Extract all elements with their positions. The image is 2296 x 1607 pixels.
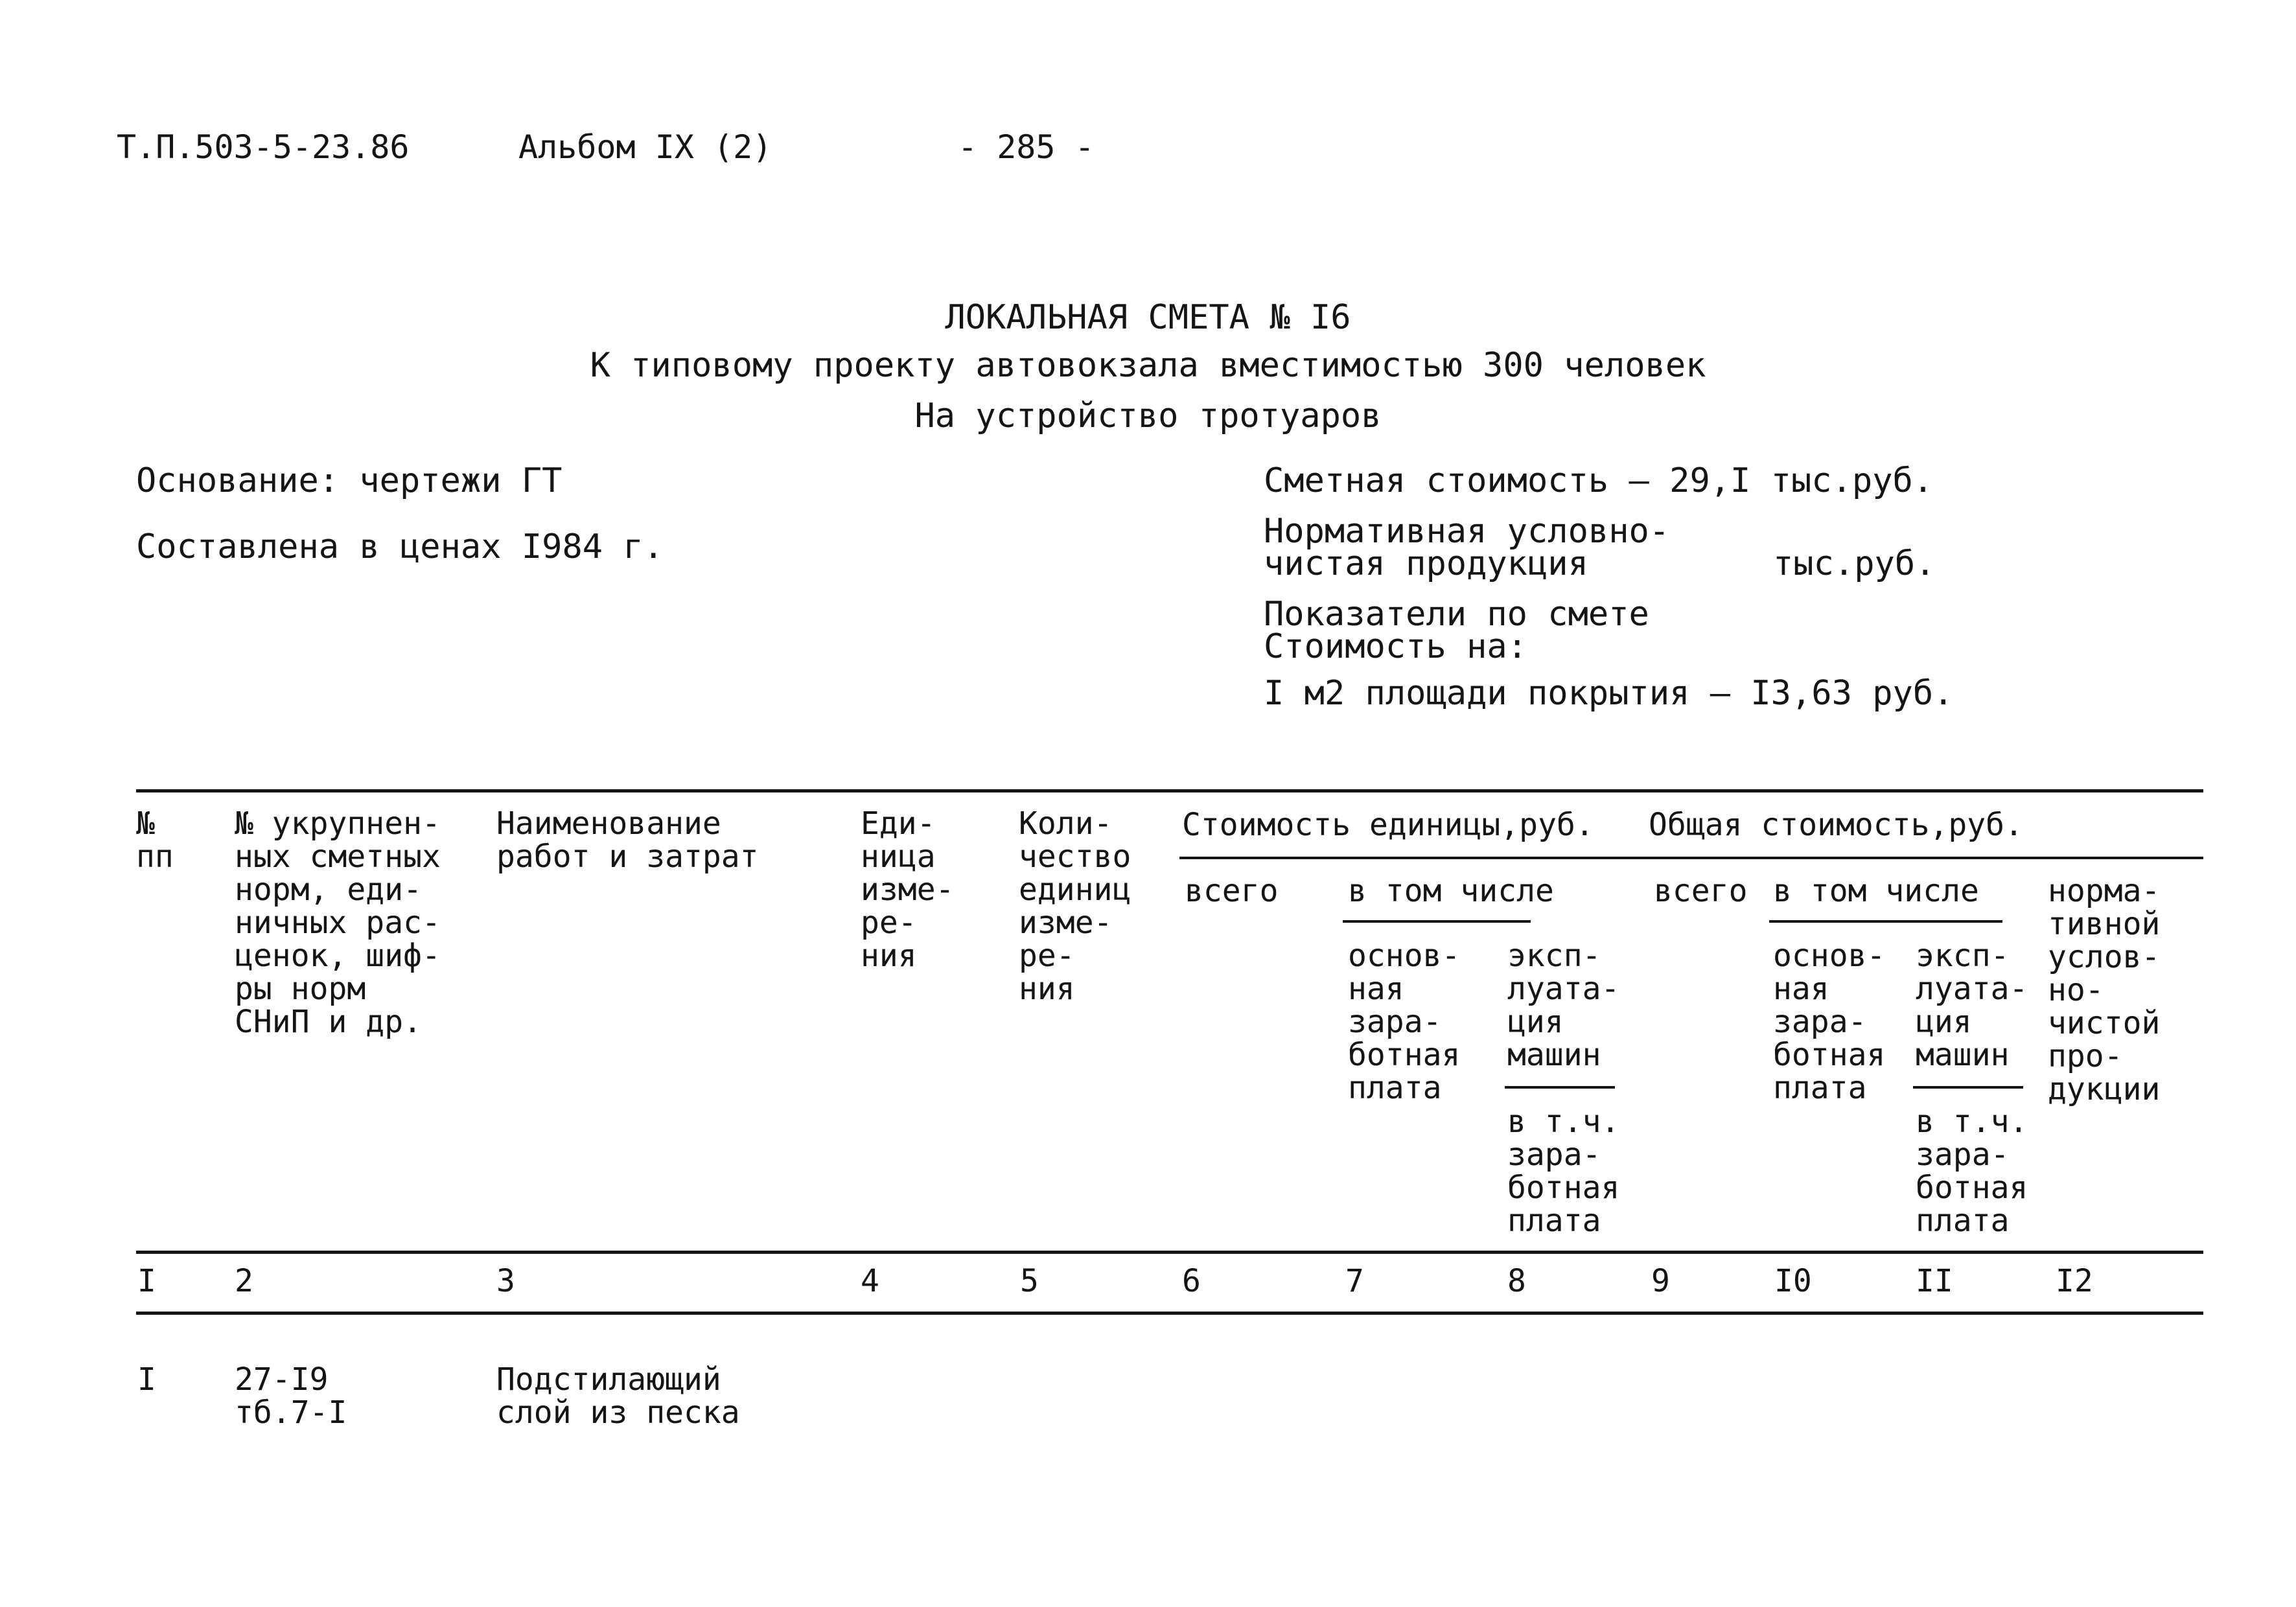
column-number: 9	[1651, 1263, 1670, 1299]
column-number: 6	[1182, 1263, 1201, 1299]
document-purpose: На устройство тротуаров	[914, 397, 1382, 435]
unit-total-header: всего	[1185, 873, 1279, 909]
total-machine-rule	[1913, 1086, 2023, 1089]
page-number: - 285 -	[958, 128, 1095, 166]
column-number: 2	[235, 1263, 253, 1299]
col-header-number: № пп	[136, 805, 174, 875]
unit-subgroup-rule	[1343, 920, 1531, 923]
total-including-header: в том числе	[1773, 873, 1979, 909]
unit-machine-salary-header: в т.ч. зара- ботная плата	[1507, 1104, 1620, 1239]
column-number: I0	[1774, 1263, 1812, 1299]
numbers-bottom-rule	[136, 1312, 2203, 1315]
column-number: 3	[496, 1263, 515, 1299]
normative-line1: Нормативная условно-	[1264, 512, 1670, 551]
indicators-line1: Показатели по смете	[1264, 595, 1649, 634]
total-machine-salary-header: в т.ч. зара- ботная плата	[1916, 1104, 2028, 1239]
col-header-total-cost: Общая стоимость,руб.	[1649, 807, 2023, 843]
col-header-norm-code: № укрупнен- ных сметных норм, еди- ничных рас- ценок, шиф- ры норм СНиП и др.	[235, 805, 441, 1040]
total-subgroup-rule	[1769, 920, 2002, 923]
col-header-work-name: Наименование работ и затрат	[496, 805, 759, 875]
column-number: I	[137, 1263, 156, 1299]
album-label: Альбом IX (2)	[518, 128, 772, 166]
col-header-unit-cost: Стоимость единицы,руб.	[1182, 807, 1594, 843]
normative-line2: чистая продукция	[1264, 544, 1588, 583]
document-subtitle: К типовому проекту автовокзала вместимостью 300 человек	[590, 346, 1706, 385]
column-number: 5	[1020, 1263, 1039, 1299]
prices-text: Составлена в ценах I984 г.	[136, 527, 664, 566]
total-base-salary-header: основ- ная зара- ботная плата	[1773, 938, 1886, 1106]
col-header-quantity: Коли- чество единиц изме- ре- ния	[1019, 805, 1131, 1007]
column-number: 4	[861, 1263, 879, 1299]
header-bottom-rule	[136, 1251, 2203, 1254]
cost-group-rule	[1179, 857, 2203, 859]
project-code: Т.П.503-5-23.86	[117, 128, 410, 166]
normative-unit: тыс.руб.	[1773, 544, 1936, 583]
table-top-rule	[136, 789, 2203, 792]
row-norm-code: 27-I9 тб.7-I	[235, 1361, 347, 1431]
estimated-cost: Сметная стоимость – 29,I тыс.руб.	[1264, 461, 1934, 500]
indicators-line2: Стоимость на:	[1264, 627, 1527, 666]
column-number: 8	[1507, 1263, 1526, 1299]
column-number: II	[1916, 1263, 1953, 1299]
basis-text: Основание: чертежи ГТ	[136, 461, 562, 500]
column-number: 7	[1345, 1263, 1364, 1299]
document-title: ЛОКАЛЬНАЯ СМЕТА № I6	[945, 298, 1351, 337]
normative-product-header: норма- тивной услов- но- чистой про- дукции	[2048, 873, 2161, 1107]
unit-machine-rule	[1505, 1086, 1615, 1089]
row-number: I	[137, 1361, 156, 1398]
unit-including-header: в том числе	[1348, 873, 1554, 909]
column-number: I2	[2056, 1263, 2093, 1299]
row-work-name: Подстилающий слой из песка	[496, 1361, 740, 1431]
total-machine-operation-header: эксп- луата- ция машин	[1916, 938, 2028, 1073]
total-total-header: всего	[1654, 873, 1748, 909]
col-header-unit: Еди- ница изме- ре- ния	[861, 805, 955, 974]
unit-base-salary-header: основ- ная зара- ботная плата	[1348, 938, 1461, 1106]
unit-machine-operation-header: эксп- луата- ция машин	[1507, 938, 1620, 1073]
cost-per-m2: I м2 площади покрытия – I3,63 руб.	[1264, 674, 1954, 713]
